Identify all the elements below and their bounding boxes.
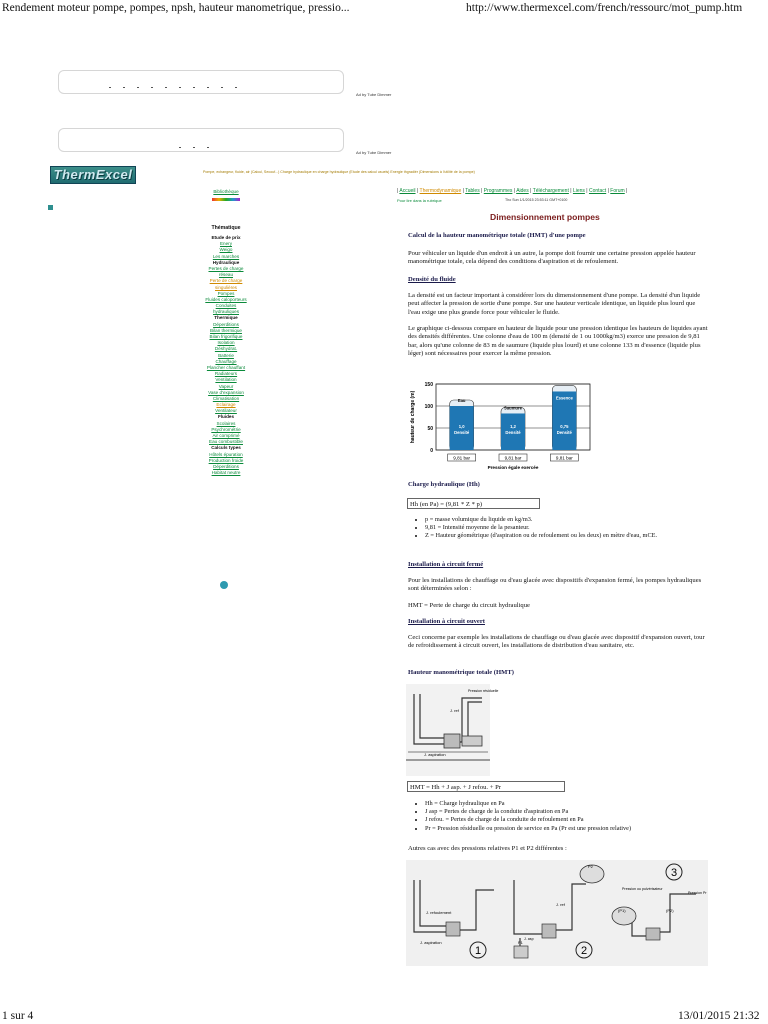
ad-banner-2[interactable] (58, 128, 344, 152)
nav-link[interactable]: Aides (516, 188, 529, 194)
pressure-label: 9,81 bar (555, 455, 573, 461)
sidebar-item: Thermique (214, 315, 238, 321)
category-label: Eau (457, 398, 466, 403)
y-tick-label: 0 (430, 448, 433, 454)
nav-separator: | (512, 188, 517, 194)
sidebar-item[interactable]: Enery (219, 241, 232, 247)
page-heading: Dimensionnement pompes (490, 212, 600, 222)
pressure-label: 9,81 bar (504, 455, 522, 461)
charge-formula: Hh (en Pa) = (9,81 * Z * p) (407, 498, 540, 509)
nav-link[interactable]: Forum (610, 188, 625, 194)
sidebar-item[interactable]: Plancher chauffant (206, 364, 246, 370)
open-title: Installation à circuit ouvert (408, 618, 485, 625)
category-label: Saumure (504, 405, 522, 411)
diagram2-label-jasp: J. aspiration (420, 940, 442, 945)
sidebar-item[interactable]: Les marches (212, 253, 240, 259)
charge-bullets (405, 516, 725, 541)
sidebar-item[interactable]: Production froide (208, 457, 244, 463)
scroll-top-icon[interactable] (220, 581, 228, 589)
density-label: Densité (556, 430, 572, 435)
sidebar-list (198, 235, 254, 476)
nav-separator: | (461, 188, 466, 194)
sidebar-item: Etude de prix (211, 235, 241, 240)
sidebar-heading (198, 225, 254, 231)
density-paragraph-2: Le graphique ci-dessous compare en hauteur de liquide pour une pression identique les hauteurs de liquides ayant des densités différentes. Une colonne d'eau de 100 m (densité de 1 ou 1000kg/m3) exerce une pression de 9,81 bar, alors qu'une colonne de 83 m de saumure (liquide plus lourd) et une colonne 133 m d'essence (liquide plus léger) sont nécessaires pour exercer la même pression. (408, 325, 708, 358)
sidebar-item[interactable]: Weigo (219, 247, 233, 253)
list-item: • J refou. = Pertes de charge de la conduite de refoulement en Pa (425, 816, 725, 824)
sidebar-item[interactable]: Fluides caloporteurs (205, 296, 247, 302)
y-tick-label: 150 (424, 382, 433, 388)
y-axis-label: hauteur de charge (m) (410, 390, 416, 444)
sidebar-item: Calculs types (211, 445, 241, 451)
intro-paragraph: Pour véhiculer un liquide d'un endroit à un autre, la pompe doit fournir une certaine pression appelée hauteur manométrique totale, cela dépend des conditions d'aspiration et de refoulement. (408, 250, 696, 266)
logo-text: ThermExcel (53, 167, 133, 182)
diagram2-label-p1: P1 (518, 940, 523, 945)
diagram1-label-residual: Pression résiduelle (468, 689, 499, 693)
x-axis-label: Pression égale exercée (487, 465, 539, 470)
print-date-footer: 13/01/2015 21:32 (678, 1010, 760, 1022)
nav-sub-link[interactable]: Pour lire dans la rubrique (397, 198, 442, 203)
open-paragraph: Ceci concerne par exemple les installations de chauffage ou d'eau glacée avec dispositif d'expansion ouvert, tour de refroidissement à circuit ouvert, les installations de distribution d'eau sanitaire, etc. (408, 634, 705, 650)
sidebar-top (198, 189, 254, 201)
list-item: • Z = Hauteur géométrique (d'aspiration ou de refoulement ou les deux) en mètre d'eau, mCE. (425, 532, 725, 540)
nav-link[interactable]: Tables (465, 188, 480, 194)
pressure-label: 9,81 bar (453, 455, 471, 461)
density-paragraph-1: La densité est un facteur important à considérer lors du dimensionnement d'une pompe. La densité d'un liquide peut affecter la pression de sortie d'une pompe. Sur une hauteur verticale identique, un liquide plus lourd que l'eau exige une plus grande force pour véhiculer le fluide. (408, 292, 701, 316)
ad-banner-dots (179, 147, 219, 148)
sidebar-item[interactable]: Déshydrat. (214, 346, 238, 352)
nav-link[interactable]: Programmes (483, 188, 513, 194)
nav-separator: | (397, 188, 400, 194)
diagram2-label-jref: J. ref (556, 902, 565, 907)
ad-banner-1[interactable] (58, 70, 344, 94)
page-number-footer: 1 sur 4 (2, 1010, 34, 1022)
sidebar-item[interactable]: Isolation (217, 340, 235, 346)
sidebar-item[interactable]: Pertes de charge (208, 265, 244, 271)
ad-label-2: Ad by Tube Dimmer (356, 150, 392, 155)
sidebar-item[interactable]: Pompes (217, 290, 235, 296)
sidebar-item[interactable]: Psychrométrie (211, 426, 241, 432)
sidebar-item: Hydraulique (212, 259, 240, 265)
sidebar-item[interactable]: Scolaires (216, 420, 236, 426)
sidebar-item[interactable]: Bilan thermique (210, 327, 242, 333)
list-item: • J asp = Pertes de charge de la conduite d'aspiration en Pa (425, 808, 725, 816)
sidebar-item[interactable]: Déperditions (213, 321, 239, 327)
case-number-1: 1 (475, 945, 482, 957)
case-number-2: 2 (581, 945, 588, 957)
charge-title: Charge hydraulique (Hh) (408, 481, 480, 488)
nav-separator: | (415, 188, 420, 194)
diagram2-label-pr: Pression Pr (688, 891, 707, 895)
density-chart (406, 378, 592, 474)
density-value: 0,75 (560, 424, 569, 429)
menu-icon[interactable] (48, 205, 53, 210)
diagram2-label-p2b: (P2) (666, 908, 674, 913)
sidebar-item[interactable]: Perte de charge (209, 278, 243, 284)
sidebar-item: Fluides (217, 414, 235, 420)
list-item: • Hh = Charge hydraulique en Pa (425, 800, 725, 808)
hmt-title: Hauteur manométrique totale (HMT) (408, 669, 514, 676)
sidebar-item[interactable]: Vase d'expansion (208, 389, 244, 395)
diagram2-label-jrefoul: J. refoulement (426, 910, 452, 915)
list-item: • Pr = Pression résiduelle ou pression de service en Pa (Pr est une pression relative) (425, 825, 725, 833)
sidebar-item[interactable]: Habitat neutre (211, 470, 241, 476)
nav-separator: | (584, 188, 589, 194)
sidebar-item[interactable]: Eau combustible (209, 439, 243, 445)
calc-title: Calcul de la hauteur manométrique totale (HMT) d'une pompe (408, 232, 586, 239)
nav-separator: | (606, 188, 611, 194)
sidebar-item[interactable]: Ventilation (215, 377, 237, 383)
nav-date: Tho Sun 1/1/2015 23:53:11 GMT+0100 (505, 198, 568, 202)
rainbow-divider (212, 198, 240, 201)
sidebar-item[interactable]: Batterie (218, 352, 234, 358)
density-value: 1,0 (458, 424, 465, 429)
ad-banner-dots (109, 87, 249, 88)
nav-separator: | (568, 188, 573, 194)
sidebar-item[interactable]: Conduites (215, 303, 237, 309)
sidebar-item[interactable]: Hôtels épuration (209, 451, 243, 457)
site-tagline: Pompe, echangeur, fluide, air (Calcul, Secouf...) Charge hydraulique en charge hydraulique (Etude des calcul usuels) Energie thgradiér (Dimensions à l'utilité de la pompe) (203, 170, 475, 174)
nav-link[interactable]: Liens (572, 188, 585, 194)
closed-title: Installation à circuit fermé (408, 561, 484, 568)
diagram2-label-p2: P2 (588, 864, 593, 869)
diagram2-label-pulv: Pression ou pulvérisateur (622, 887, 663, 891)
nav-link[interactable]: Thermodynamique (419, 188, 462, 194)
nav-link[interactable]: Téléchargement (532, 188, 569, 194)
nav-link[interactable]: Contact (588, 188, 607, 194)
site-logo[interactable] (50, 166, 136, 184)
closed-paragraph: Pour les installations de chauffage ou d'eau glacée avec dispositifs d'expansion fermé, les pompes hydrauliques sont déterminées selon : (408, 577, 702, 593)
diagram2-label-jasp2: J. asp (524, 937, 534, 941)
diagram2-label-p1a: (P1) (618, 908, 626, 913)
hmt-formula: HMT = Hh + J asp. + J refou. + Pr (407, 781, 565, 792)
sidebar-item[interactable]: singulières (215, 284, 237, 290)
sidebar-item[interactable]: Air comprimé (212, 433, 240, 438)
sidebar-item[interactable]: Climatisation (212, 395, 240, 401)
sidebar-item[interactable]: Eclairage (216, 402, 236, 408)
list-item: • p = masse volumique du liquide en kg/m3. (425, 516, 725, 524)
y-tick-label: 100 (424, 404, 433, 410)
hmt-bullets (405, 800, 725, 833)
diagram1-label-jasp: J. aspiration (424, 752, 446, 757)
nav-separator: | (528, 188, 533, 194)
other-cases: Autres cas avec des pressions relatives P1 et P2 différentes : (408, 845, 567, 852)
sidebar-item[interactable]: hydrauliques (212, 309, 240, 315)
case-number-3: 3 (671, 867, 678, 879)
page-url-header: http://www.thermexcel.com/french/ressourc/mot_pump.htm (466, 2, 743, 14)
sidebar-item[interactable]: Ventilateur (215, 408, 237, 414)
nav-separator: | (479, 188, 484, 194)
nav-link[interactable]: Accueil (399, 188, 416, 194)
list-item: • 9,81 = Intensité moyenne de la pesanteur. (425, 524, 725, 532)
density-label: Densité (505, 430, 521, 435)
pump-diagram-open-circuit (406, 684, 499, 776)
density-value: 1,2 (510, 424, 516, 429)
sidebar-item[interactable]: Déperditions (213, 463, 239, 469)
sidebar-item[interactable]: Radiateurs (214, 371, 238, 377)
nav-sub (397, 198, 442, 203)
sidebar-item[interactable]: Bilan frigorifique (209, 334, 243, 339)
top-nav (397, 188, 627, 194)
sidebar-title: Thématique (211, 225, 241, 231)
density-label: Densité (454, 430, 470, 435)
sidebar-item[interactable]: réseau (218, 272, 234, 278)
closed-formula: HMT = Perte de charge du circuit hydraulique (408, 602, 530, 609)
sidebar-item[interactable]: Vapeur (218, 383, 234, 389)
category-label: Essence (555, 395, 573, 401)
sidebar-item[interactable]: Chauffage (215, 358, 237, 364)
diagram1-label-jref: J. ref (450, 708, 459, 713)
pump-diagram-cases (406, 860, 708, 966)
y-tick-label: 50 (427, 426, 433, 432)
page-title-header: Rendement moteur pompe, pompes, npsh, hauteur manometrique, pressio... (2, 2, 350, 14)
density-title: Densité du fluide (408, 276, 456, 283)
ad-label-1: Ad by Tube Dimmer (356, 92, 392, 97)
nav-separator: | (624, 188, 628, 194)
sidebar-link-bibliotheque[interactable]: Bibliothèque (213, 189, 239, 194)
